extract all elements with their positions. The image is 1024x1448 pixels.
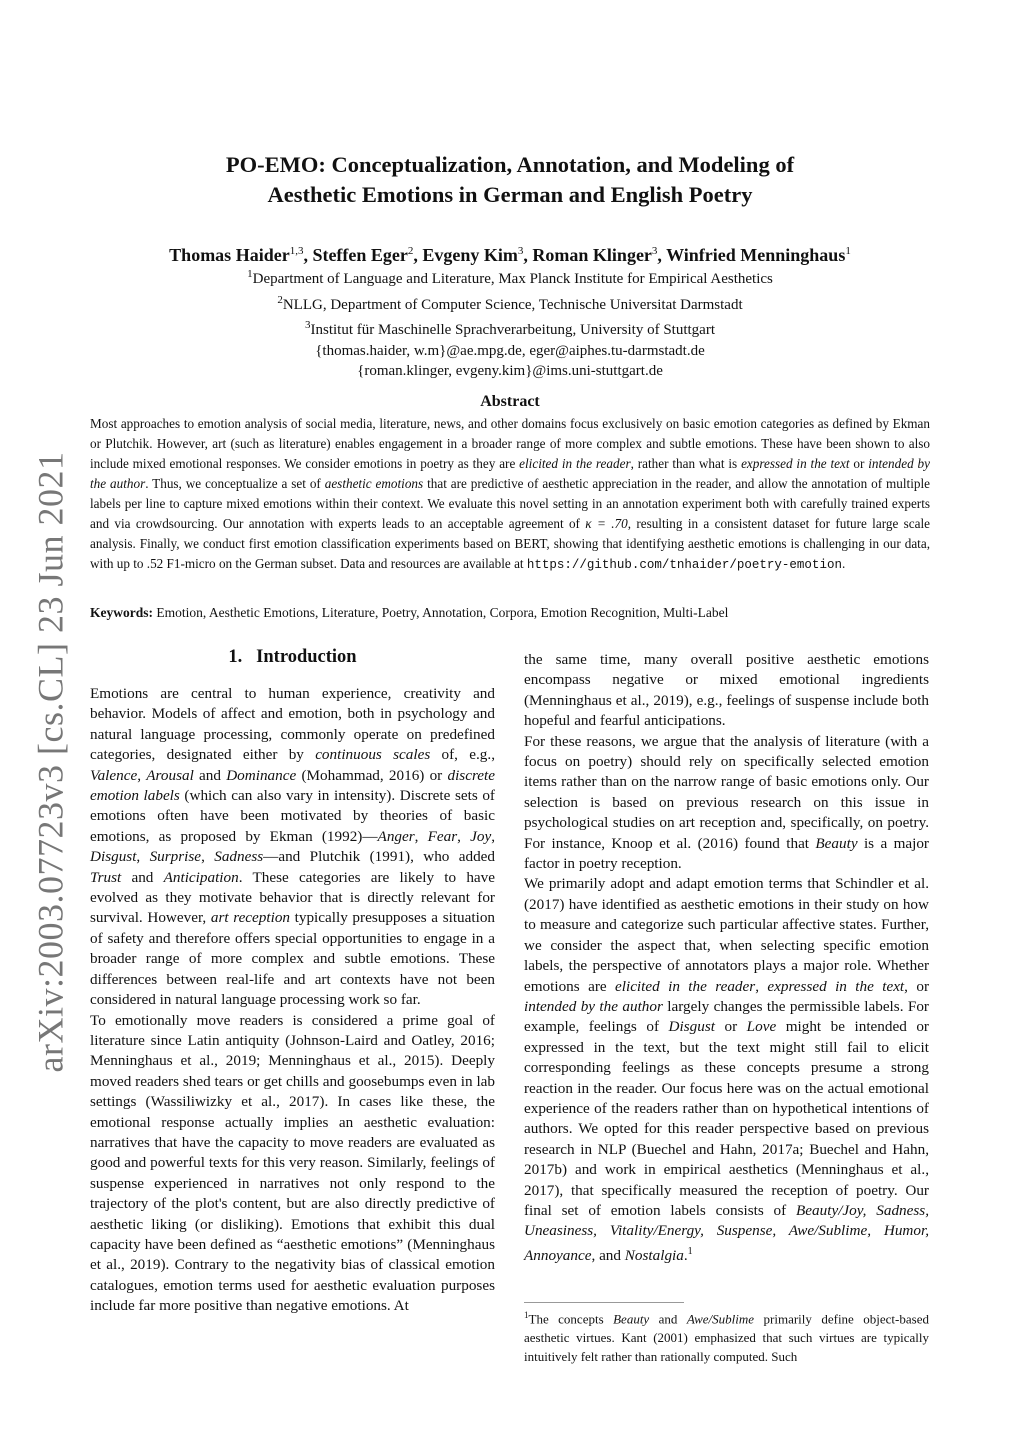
affiliations — [60, 264, 960, 382]
intro-paragraph-1: Emotions are central to human experience, creativity and behavior. Models of affect and emotion, both in psychology and natural language processing, commonly operate on predefined categories, designated either by continuous scales of, e.g., Valence, Arousal and Dominance (Mohammad, 2016) or discrete emotion labels (which can also vary in intensity). Discrete sets of emotions often have been motivated by theories of basic emotions, as proposed by Ekman (1992)—Anger, Fear, Joy, Disgust, Surprise, Sadness—and Plutchik (1991), who added Trust and Anticipation. These categories are likely to have evolved as they motivate behavior that is directly relevant for survival. However, art reception typically presupposes a situation of safety and therefore offers special opportunities to engage in a broader range of more complex and subtle emotions. These differences between real-life and art contexts have not been considered in natural language processing work so far. — [90, 685, 496, 1009]
left-column — [90, 684, 495, 1317]
title-line-1: PO-EMO: Conceptualization, Annotation, and Modeling of — [225, 152, 795, 177]
affiliation: $^3$Institut für Maschinelle Sprachverarbeitung, University of Stuttgart — [305, 319, 715, 338]
intro-paragraph-2: To emotionally move readers is considered a prime goal of literature since Latin antiquity (Johnson-Laird and Oatley, 2016; Menninghaus et al., 2019; Menninghaus et al., 2015). Deeply moved readers shed tears or get chills and goosebumps even in lab settings (Wassiliwizky et al., 2017). In cases like these, the emotional response actually implies an aesthetic evaluation: narratives that have the capacity to move readers are evaluated as good and powerful texts for this very reason. Similarly, feelings of suspense experienced in narratives not only respond to the trajectory of the plot's content, but are also directly predictive of aesthetic liking (or disliking). Emotions that exhibit this dual capacity have been defined as “aesthetic emotions” (Menninghaus et al., 2019). Contrary to the negativity bias of classical emotion catalogues, emotion terms used for aesthetic evaluation purposes include far more positive than negative emotions. At — [90, 1011, 495, 1315]
right-paragraph-1: the same time, many overall positive aesthetic emotions encompass negative or mixed emotional ingredients (Menninghaus et al., 2019), e.g., feelings of suspense include both hopeful and fearful anticipations. — [524, 651, 929, 730]
author: Winfried Menninghaus$^1$ — [666, 245, 851, 265]
email-line: {thomas.haider, w.m}@ae.mpg.de, eger@aiphes.tu-darmstadt.de — [315, 342, 705, 359]
footnote-1: $^1$The concepts Beauty and Awe/Sublime primarily define object-based aesthetic virtues. Kant (2001) emphasized that such virtues are typically intuitively felt rather than rationally computed. Such — [524, 1310, 929, 1365]
keywords-label: Keywords: — [90, 605, 153, 620]
right-paragraph-2: For these reasons, we argue that the analysis of literature (with a focus on poetry) should rely on specifically selected emotion items rather than on the narrow range of basic emotions only. Our selection is based on previous research on this issue in psychological studies on art reception and, specifically, on poetry. For instance, Knoop et al. (2016) found that Beauty is a major factor in poetry reception. — [524, 732, 929, 873]
author: Evgeny Kim$^3$ — [422, 245, 524, 265]
title-line-2: Aesthetic Emotions in German and English Poetry — [267, 182, 753, 207]
abstract-body: Most approaches to emotion analysis of social media, literature, news, and other domains focus exclusively on basic emotion categories as defined by Ekman or Plutchik. However, art (such as literature) enables engagement in a broader range of more complex and subtle emotions. These have been shown to also include mixed emotional responses. We consider emotions in poetry as they are elicited in the reader, rather than what is expressed in the text or intended by the author. Thus, we conceptualize a set of aesthetic emotions that are predictive of aesthetic appreciation in the reader, and allow the annotation of multiple labels per line to capture mixed emotions within their context. We evaluate this novel setting in an annotation experiment both with carefully trained experts and via crowdsourcing. Our annotation with experts leads to an acceptable agreement of κ = .70, resulting in a consistent dataset for future large scale analysis. Finally, we conduct first emotion classification experiments based on BERT, showing that identifying aesthetic emotions is challenging in our data, with up to .52 F1-micro on the German subset. Data and resources are available at https://github.com/tnhaider/poetry-emotion. — [90, 416, 930, 572]
author: Steffen Eger$^2$ — [312, 245, 414, 265]
author: Roman Klinger$^3$ — [532, 245, 658, 265]
right-paragraph-3: We primarily adopt and adapt emotion terms that Schindler et al. (2017) have identified as aesthetic emotions in their study on how to measure and categorize such particular affective states. Further, we consider the aspect that, when selecting specific emotion labels, the perspective of annotators plays a major role. Whether emotions are elicited in the reader, expressed in the text, or intended by the author largely changes the permissible labels. For example, feelings of Disgust or Love might be intended or expressed in the text, but the text might still fail to elicit corresponding feelings as these concepts presume a strong reaction in the reader. Our focus here was on the actual emotional experience of the readers rather than on hypothetical intentions of authors. We opted for this reader perspective based on previous research in NLP (Buechel and Hahn, 2017a; Buechel and Hahn, 2017b) and work in empirical aesthetics (Menninghaus et al., 2017), that specifically measured the reception of poetry. Our final set of emotion labels consists of Beauty/Joy, Sadness, Uneasiness, Vitality/Energy, Suspense, Awe/Sublime, Humor, Annoyance, and Nostalgia.$^1$ — [524, 875, 930, 1264]
keywords-text: Emotion, Aesthetic Emotions, Literature, Poetry, Annotation, Corpora, Emotion Recognition, Multi-Label — [156, 605, 729, 620]
repository-link[interactable]: https://github.com/tnhaider/poetry-emotion — [526, 558, 842, 572]
author: Thomas Haider$^{1,3}$ — [169, 245, 304, 265]
footnote-divider — [524, 1302, 684, 1303]
keywords — [90, 603, 930, 623]
arxiv-stamp: arXiv:2003.07723v3 [cs.CL] 23 Jun 2021 — [30, 451, 71, 1073]
abstract-heading: Abstract — [480, 393, 540, 410]
affiliation: $^1$Department of Language and Literature, Max Planck Institute for Empirical Aesthetics — [247, 268, 773, 287]
email-line: {roman.klinger, evgeny.kim}@ims.uni-stuttgart.de — [357, 363, 663, 379]
section-heading-introduction: 1. Introduction — [228, 647, 357, 667]
right-column — [524, 650, 929, 1266]
paper-title — [150, 150, 870, 210]
affiliation: $^2$NLLG, Department of Computer Science, Technische Universitat Darmstadt — [277, 293, 743, 313]
footnote-marker: 1 — [687, 1245, 693, 1257]
author-list: Thomas Haider$^{1,3}$, Steffen Eger$^2$, Evgeny Kim$^3$, Roman Klinger$^3$, Winfried Menninghaus$^1$ — [169, 245, 851, 265]
